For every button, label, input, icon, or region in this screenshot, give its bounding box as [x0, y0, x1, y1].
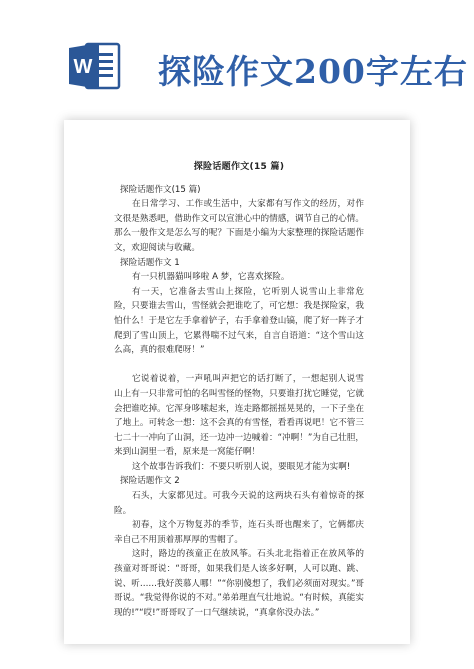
document-body	[114, 160, 364, 620]
document-title: 探险话题作文(15 篇)	[193, 162, 285, 172]
page-title: 探险作文200字左右	[158, 52, 468, 91]
body-paragraph: 初春，这个万物复苏的季节，连石头哥也醒来了，它俩都庆幸自己不用顶着那厚厚的雪帽了。	[114, 520, 364, 545]
word-doc-icon	[66, 38, 122, 94]
essay-heading-1: 探险话题作文 1	[120, 257, 180, 268]
essay-heading-2: 探险话题作文 2	[120, 476, 180, 487]
body-paragraph: 石头，大家都见过。可我今天说的这两块石头有着惊奇的探险。	[114, 491, 364, 516]
body-paragraph: 它说着说着，一声吼叫声把它的话打断了，一想起别人说雪山上有一只非常可怕的名叫雪怪的怪物，只要谁打扰它睡觉，它就会把谁吃掉。它浑身哆嗦起来，连走路都摇摇晃晃的，一下子坐在了地上。可转念一想：这不会真的有雪怪，看看再说吧！它不管三七二十一冲向了山洞，还一边冲一边喊着：“冲啊！”为自己壮胆，来到山洞里一看，原来是一窝能仔啊！	[114, 374, 364, 458]
intro-paragraph: 在日常学习、工作或生活中，大家都有写作文的经历，对作文很是熟悉吧，借助作文可以宣泄心中的情感，调节自己的心情。那么一般作文是怎么写的呢？下面是小编为大家整理的探险话题作文，欢迎阅读与收藏。	[114, 199, 364, 253]
header-banner	[0, 0, 474, 118]
paragraph-spacer	[114, 358, 364, 373]
svg-text:W: W	[73, 56, 93, 78]
document-page	[64, 120, 410, 644]
body-paragraph: 有一只机器猫叫哆啦 A 梦，它喜欢探险。	[132, 272, 290, 283]
body-paragraph: 这时，路边的孩童正在放风筝。石头北北指着正在放风筝的孩童对哥哥说：“哥哥，如果我们是人该多好啊，人可以跑、跳、说、听……我好羡慕人哪！”“你别傻想了，我们必须面对现实。”哥哥说。“我觉得你说的不对。”弟弟理直气壮地说。“有时候，真能实现的!”“哎!”哥哥叹了一口气继续说，“真拿你没办法。”	[114, 549, 364, 618]
body-paragraph: 有一天，它准备去雪山上探险，它听别人说雪山上非常危险，只要谁去雪山，雪怪就会把谁吃了，可它想：我是探险家，我怕什么！于是它左手拿着铲子，右手拿着登山镐，爬了好一阵子才爬到了雪山顶上，它累得喘不过气来，自言自语道：“这个雪山这么高，真的很难爬呀！”	[114, 286, 364, 356]
section-subtitle: 探险话题作文(15 篇)	[120, 184, 201, 195]
body-paragraph: 这个故事告诉我们：不要只听别人说，要眼见才能为实啊!	[132, 461, 351, 472]
